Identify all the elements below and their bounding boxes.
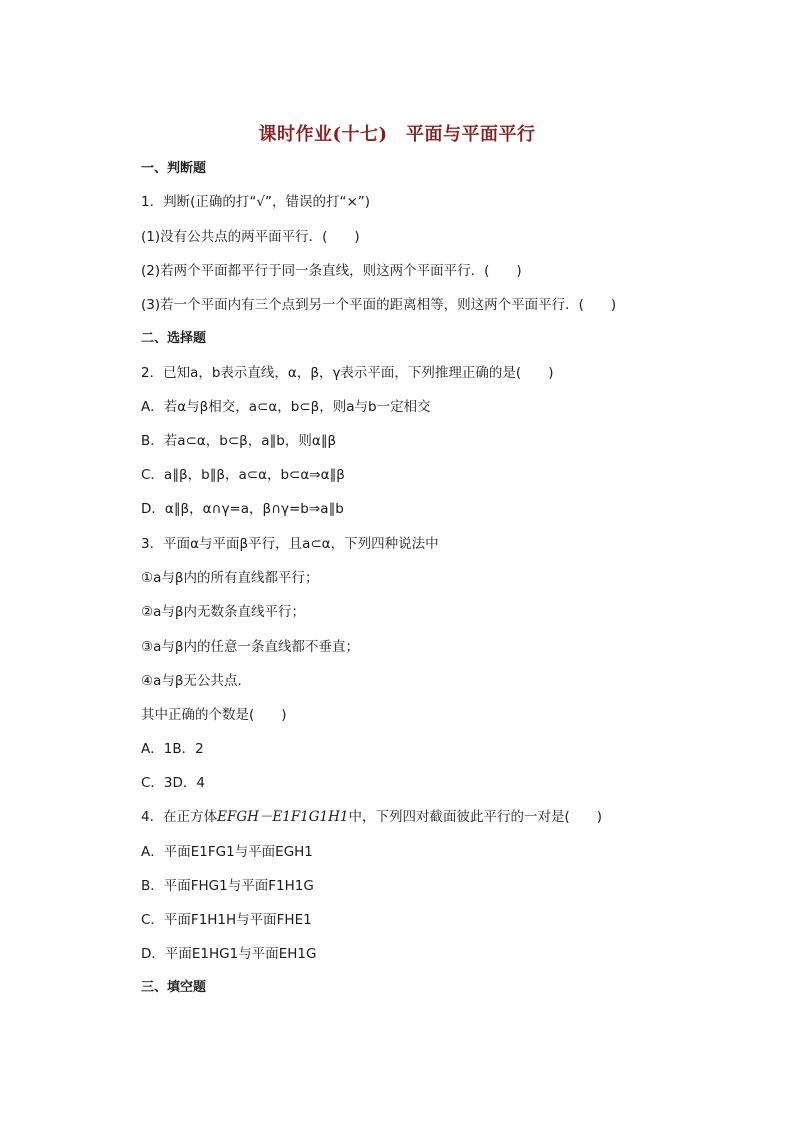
question-1-item-2: (2)若两个平面都平行于同一条直线，则这两个平面平行．( ) — [141, 263, 522, 279]
question-3-ask: 其中正确的个数是( ) — [141, 707, 287, 723]
question-3-statement-2: ②a与β内无数条直线平行； — [141, 604, 305, 620]
question-4-option-c: C．平面F1H1H与平面FHE1 — [141, 912, 312, 928]
question-3-options-cd: C．3D．4 — [141, 775, 205, 791]
question-3-statement-3: ③a与β内的任意一条直线都不垂直； — [141, 639, 359, 655]
page-title: 课时作业(十七) 平面与平面平行 — [258, 124, 536, 145]
question-2-option-a: A．若α与β相交，a⊂α，b⊂β，则a与b一定相交 — [141, 399, 431, 415]
question-3-stem: 3．平面α与平面β平行，且a⊂α，下列四种说法中 — [141, 536, 439, 552]
question-4-stem-suffix: 中，下列四对截面彼此平行的一对是( ) — [348, 809, 603, 825]
question-3-options-ab: A．1B．2 — [141, 741, 204, 757]
question-4-stem-prefix: 4．在正方体 — [141, 809, 218, 825]
question-1-item-3: (3)若一个平面内有三个点到另一个平面的距离相等，则这两个平面平行．( ) — [141, 297, 617, 313]
question-4-option-b: B．平面FHG1与平面F1H1G — [141, 878, 314, 894]
question-4-option-d: D．平面E1HG1与平面EH1G — [141, 946, 317, 962]
question-4-cube-name: EFGH－E1F1G1H1 — [217, 809, 349, 825]
question-2-stem: 2．已知a，b表示直线，α，β，γ表示平面，下列推理正确的是( ) — [141, 365, 554, 381]
question-1-stem: 1．判断(正确的打“√”，错误的打“×”) — [141, 194, 371, 210]
question-2-option-d: D．α∥β，α∩γ=a，β∩γ=b⇒a∥b — [141, 501, 344, 517]
question-3-statement-1: ①a与β内的所有直线都平行； — [141, 570, 319, 586]
section-heading-fill-in: 三、填空题 — [141, 980, 207, 995]
question-4-option-a: A．平面E1FG1与平面EGH1 — [141, 844, 313, 860]
section-heading-judgment: 一、判断题 — [141, 161, 207, 176]
question-1-item-1: (1)没有公共点的两平面平行．( ) — [141, 229, 360, 245]
question-4-stem — [141, 808, 602, 826]
question-3-statement-4: ④a与β无公共点． — [141, 673, 251, 689]
question-2-option-c: C．a∥β，b∥β，a⊂α，b⊂α⇒α∥β — [141, 467, 345, 483]
section-heading-choice: 二、选择题 — [141, 331, 207, 346]
question-2-option-b: B．若a⊂α，b⊂β，a∥b，则α∥β — [141, 433, 337, 449]
